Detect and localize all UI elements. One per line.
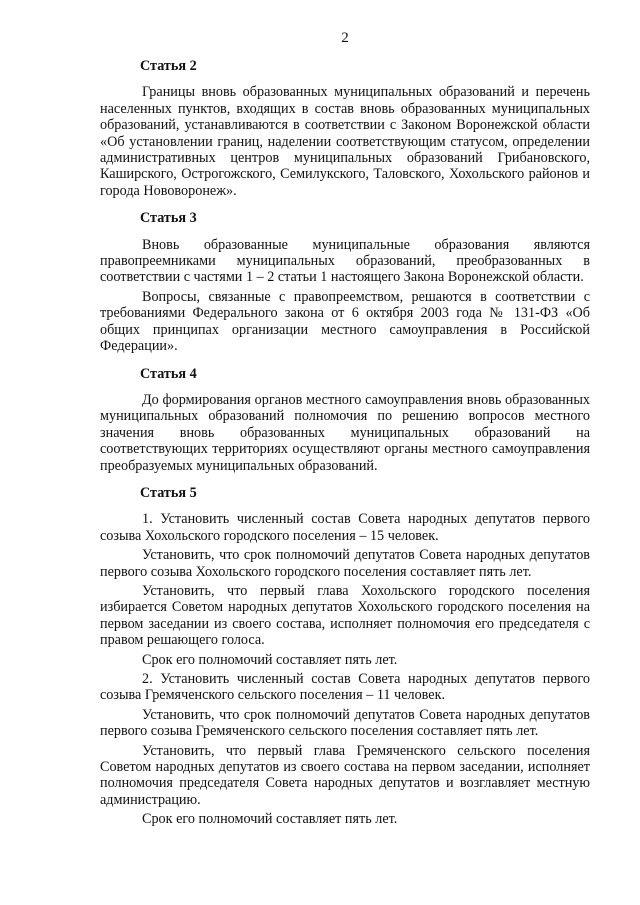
article-paragraph: Установить, что первый глава Хохольского городского поселения избирается Советом народных депутатов Хохольского городского поселения на первом заседании из своего состава, исполняет полномочия его председателя с правом решающего голоса.	[100, 582, 590, 649]
article-paragraph: Срок его полномочий составляет пять лет.	[142, 811, 398, 828]
article-heading: Статья 3	[140, 210, 197, 227]
article-paragraph: 2. Установить численный состав Совета народных депутатов первого созыва Гремяченского сельского поселения – 11 человек.	[100, 671, 590, 704]
article-paragraph: Установить, что срок полномочий депутатов Совета народных депутатов первого созыва Гремяченского сельского поселения составляет пять лет.	[100, 706, 590, 740]
article-2	[100, 58, 590, 199]
article-heading: Статья 2	[140, 58, 197, 74]
article-paragraph: Границы вновь образованных муниципальных образований и перечень населенных пунктов, входящих в состав вновь образованных муниципальных образований, устанавливаются в соответствии с Законом Воронежской области «Об установлении границ, наделении соответствующим статусом, определении административных центров муниципальных образований Грибановского, Каширского, Острогожского, Семилукского, Таловского, Хохольского районов и города Нововоронеж».	[100, 84, 590, 199]
article-paragraph: Срок его полномочий составляет пять лет.	[142, 651, 398, 668]
article-heading: Статья 4	[140, 365, 197, 382]
article-paragraph: Установить, что первый глава Гремяченского сельского поселения Советом народных депутатов из своего состава на первом заседании, исполняет полномочия председателя Совета народных депутатов и возглавляет местную администрацию.	[100, 742, 590, 808]
article-heading: Статья 5	[140, 484, 197, 501]
article-paragraph: До формирования органов местного самоуправления вновь образованных муниципальных образований полномочия по решению вопросов местного значения вновь образованных муниципальных образований на соответствующих территориях осуществляют органы местного самоуправления преобразуемых муниципальных образований.	[100, 391, 590, 474]
article-4	[100, 366, 590, 474]
article-paragraph: Вновь образованные муниципальные образования являются правопреемниками муниципальных образований, преобразованных в соответствии с частями 1 – 2 статьи 1 настоящего Закона Воронежской области.	[100, 236, 590, 286]
article-paragraph: Установить, что срок полномочий депутатов Совета народных депутатов первого созыва Хохольского городского поселения составляет пять лет.	[100, 547, 590, 580]
article-paragraph: 1. Установить численный состав Совета народных депутатов первого созыва Хохольского городского поселения – 15 человек.	[100, 511, 590, 544]
article-3	[100, 210, 590, 354]
page-number: 2	[341, 30, 349, 46]
document-body	[100, 58, 590, 831]
article-5	[100, 485, 590, 828]
article-paragraph: Вопросы, связанные с правопреемством, решаются в соответствии с требованиями Федерального закона от 6 октября 2003 года № 131-ФЗ «Об общих принципах организации местного самоуправления в Российской Федерации».	[100, 288, 590, 355]
